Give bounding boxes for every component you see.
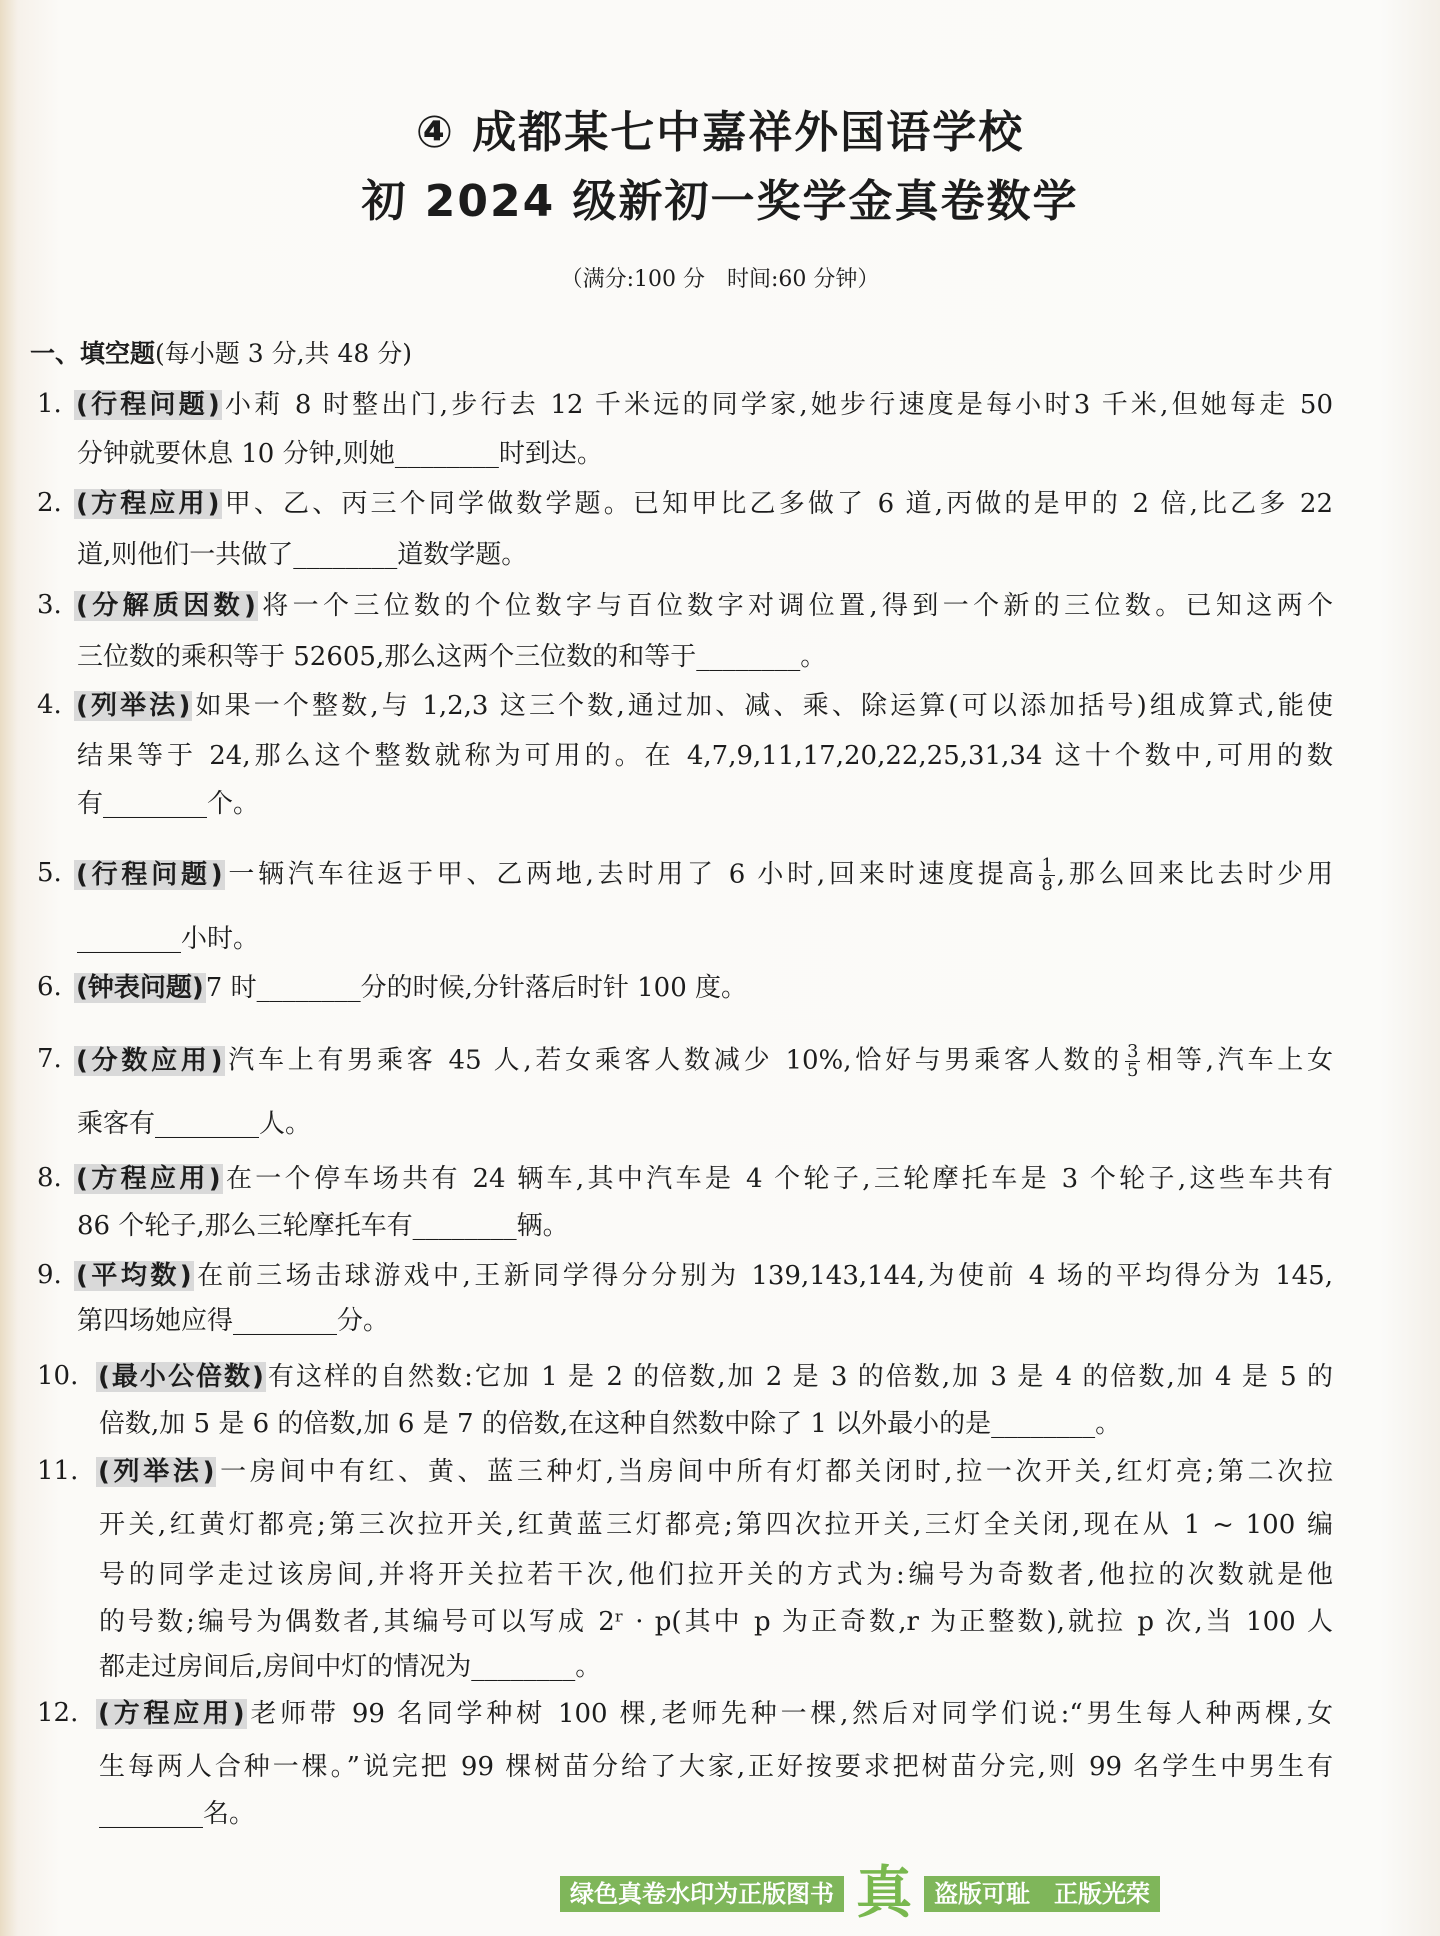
question-topic-tag: (列举法) [98,1457,215,1487]
watermark-zhen-logo: 真 [856,1861,912,1926]
question-text: 汽车上有男乘客 45 人,若女乘客人数减少 10%,恰好与男乘客人数的 [224,1045,1124,1076]
question-topic-tag: (方程应用) [98,1699,245,1729]
question-topic-tag: (行程问题) [76,859,223,890]
question-text: 开关,红黄灯都亮;第三次拉开关,红黄蓝三灯都亮;第四次拉开关,三灯全关闭,现在从 1 ~ 100 编 [99,1510,1333,1540]
question-text: 乘客有________人。 [77,1109,312,1139]
question-topic-tag: (列举法) [76,691,191,721]
question-line [74,388,1333,422]
question-text: 小莉 8 时整出门,步行去 12 千米远的同学家,她步行速度是每小时3 千米,但她每走 50 [221,390,1333,420]
question-topic-tag: (行程问题) [76,390,220,420]
question-text: 如果一个整数,与 1,2,3 这三个数,通过加、减、乘、除运算(可以添加括号)组成算式,能使 [192,691,1333,721]
question-line [99,1407,1121,1441]
exam-title-subject: 初 2024 级新初一奖学金真卷数学 [361,176,1079,227]
question-topic-tag: (分解质因数) [76,591,256,621]
question-topic-tag: (分数应用) [76,1045,223,1076]
question-line [96,1455,1333,1489]
question-text: 在一个停车场共有 24 辆车,其中汽车是 4 个轮子,三轮摩托车是 3 个轮子,这些车共有 [222,1164,1333,1194]
question-line [74,689,1333,723]
question-line [77,538,527,572]
fraction-denominator: 5 [1127,1060,1139,1081]
question-line [96,1360,1333,1394]
question-line [99,1750,1333,1784]
question-line [77,922,259,956]
question-text: 一房间中有红、黄、蓝三种灯,当房间中所有灯都关闭时,拉一次开关,红灯亮;第二次拉 [216,1457,1333,1487]
question-line [99,1605,1333,1639]
question-number: 10. [37,1361,79,1391]
question-text: ________名。 [99,1799,256,1829]
question-text: 一辆汽车往返于甲、乙两地,去时用了 6 小时,回来时速度提高 [224,859,1038,890]
question-number: 12. [37,1698,79,1728]
question-topic-tag: (方程应用) [76,1164,221,1194]
question-line [99,1558,1333,1592]
watermark-banner-top: 绿色真卷水印为正版图书 [560,1876,844,1912]
question-text: ,那么回来比去时少用 [1056,859,1333,890]
question-text: 86 个轮子,那么三轮摩托车有________辆。 [77,1211,569,1241]
question-line [77,640,826,674]
question-line [74,971,747,1005]
question-line [74,589,1333,623]
question-text: 将一个三位数的个位数字与百位数字对调位置,得到一个新的三位数。已知这两个 [257,591,1333,621]
question-number: 7. [37,1044,62,1074]
question-text: 老师带 99 名同学种树 100 棵,老师先种一棵,然后对同学们说:“男生每人种两棵,女 [246,1699,1333,1729]
fraction [1039,857,1054,894]
fraction-denominator: 8 [1041,874,1053,895]
question-text: 倍数,加 5 是 6 的倍数,加 6 是 7 的倍数,在这种自然数中除了 1 以外最小的是________。 [99,1409,1122,1439]
question-text: 甲、乙、丙三个同学做数学题。已知甲比乙多做了 6 道,丙做的是甲的 2 倍,比乙多 22 [221,489,1333,519]
question-text: 号的同学走过该房间,并将开关拉若干次,他们拉开关的方式为:编号为奇数者,他拉的次数就是他 [99,1560,1333,1590]
question-text: 有这样的自然数:它加 1 是 2 的倍数,加 2 是 3 的倍数,加 3 是 4 的倍数,加 4 是 5 的 [265,1362,1333,1392]
question-line [77,1107,311,1141]
question-text: 的号数;编号为偶数者,其编号可以写成 2ʳ · p(其中 p 为正奇数,r 为正整数),就拉 p 次,当 100 人 [99,1607,1333,1637]
question-line [96,1697,1333,1731]
question-line [77,437,603,471]
watermark [560,1862,1160,1926]
question-text: 有________个。 [77,789,260,819]
question-line [74,1259,1333,1293]
question-topic-tag: (方程应用) [76,489,220,519]
question-line [77,1304,389,1338]
fraction [1125,1043,1140,1080]
watermark-banner-bottom: 盗版可耻 正版光荣 [924,1876,1160,1912]
question-number: 8. [37,1163,62,1193]
question-line [74,855,1333,895]
question-line [77,1209,569,1243]
question-line [74,487,1333,521]
fraction-numerator: 1 [1041,855,1053,876]
question-topic-tag: (钟表问题) [76,973,204,1003]
question-text: 相等,汽车上女 [1142,1045,1333,1076]
question-text: 生每两人合种一棵。”说完把 99 棵树苗分给了大家,正好按要求把树苗分完,则 99 名学生中男生有 [99,1752,1333,1782]
question-number: 4. [37,690,62,720]
question-text: 第四场她应得________分。 [77,1306,390,1336]
section-heading [30,334,412,370]
question-line [99,1650,601,1684]
fraction-numerator: 3 [1127,1041,1139,1062]
question-line [77,739,1333,773]
question-line [77,787,259,821]
question-text: 7 时________分的时候,分针落后时针 100 度。 [205,973,748,1003]
question-text: ________小时。 [77,924,260,954]
exam-subtitle: （满分:100 分 时间:60 分钟） [560,267,880,292]
question-number: 6. [37,972,62,1002]
question-line [99,1797,255,1831]
question-text: 结果等于 24,那么这个整数就称为可用的。在 4,7,9,11,17,20,22,25,31,34 这十个数中,可用的数 [77,741,1333,771]
question-line [74,1041,1333,1081]
section-title: 一、填空题 [30,339,156,368]
question-line [99,1508,1333,1542]
question-number: 11. [37,1456,79,1486]
question-text: 在前三场击球游戏中,王新同学得分分别为 139,143,144,为使前 4 场的平均得分为 145, [193,1261,1333,1291]
question-topic-tag: (平均数) [76,1261,192,1291]
question-number: 1. [37,389,62,419]
question-number: 5. [37,858,62,888]
exam-title-school: ④ 成都某七中嘉祥外国语学校 [415,107,1025,158]
question-line [74,1162,1333,1196]
question-number: 3. [37,590,62,620]
question-number: 2. [37,488,62,518]
question-topic-tag: (最小公倍数) [98,1362,264,1392]
question-text: 都走过房间后,房间中灯的情况为________。 [99,1652,602,1682]
question-text: 三位数的乘积等于 52605,那么这两个三位数的和等于________。 [77,642,827,672]
question-text: 道,则他们一共做了________道数学题。 [77,540,528,570]
question-number: 9. [37,1260,62,1290]
section-note: (每小题 3 分,共 48 分) [155,339,412,368]
question-text: 分钟就要休息 10 分钟,则她________时到达。 [77,439,603,469]
